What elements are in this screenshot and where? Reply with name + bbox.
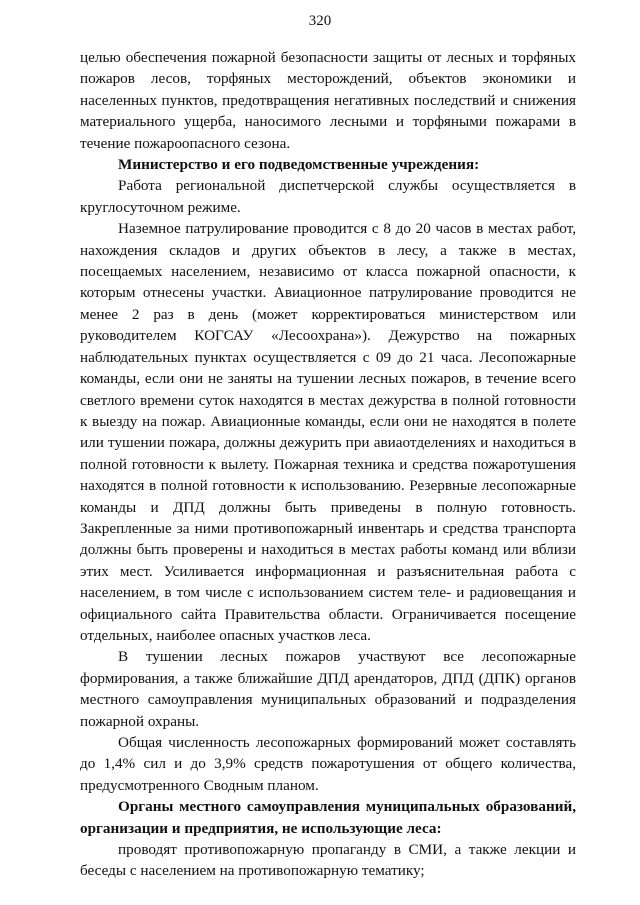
paragraph-firefighting: В тушении лесных пожаров участвуют все лесопожарные формирования, а также ближайшие ДПД арендаторов, ДПД (ДПК) органов местного самоуправления муниципальных образований и подразделения пожарной охраны. bbox=[80, 648, 576, 730]
paragraph-strength: Общая численность лесопожарных формирований может составлять до 1,4% сил и до 3,9% средств пожаротушения от общего количества, предусмотренного Сводным планом. bbox=[80, 734, 576, 794]
section-heading-local-authorities: Органы местного самоуправления муниципальных образований, организации и предприятия, не использующие леса: bbox=[80, 798, 576, 837]
paragraph-intro: целью обеспечения пожарной безопасности защиты от лесных и торфяных пожаров лесов, торфяных месторождений, объектов экономики и населенных пунктов, предотвращения негативных последствий и снижения материального ущерба, наносимого лесными и торфяными пожарами в течение пожароопасного сезона. bbox=[80, 49, 576, 152]
paragraph-propaganda: проводят противопожарную пропаганду в СМИ, а также лекции и беседы с населением на противопожарную тематику; bbox=[80, 841, 576, 880]
section-heading-ministry: Министерство и его подведомственные учреждения: bbox=[118, 156, 480, 174]
paragraph-dispatch: Работа региональной диспетчерской службы осуществляется в круглосуточном режиме. bbox=[80, 177, 576, 216]
page-number: 320 bbox=[308, 13, 332, 29]
document-body bbox=[80, 47, 576, 882]
paragraph-patrol: Наземное патрулирование проводится с 8 до 20 часов в местах работ, нахождения складов и других объектов в лесу, а также в местах, посещаемых населением, независимо от класса пожарной опасности, к которым отнесены участки. Авиационное патрулирование проводится не менее 2 раз в день (может корректироваться министерством или руководителем КОГСАУ «Лесоохрана»). Дежурство на пожарных наблюдательных пунктах осуществляется с 09 до 21 часа. Лесопожарные команды, если они не заняты на тушении лесных пожаров, в течение всего светлого времени суток находятся в местах дежурства в полной готовности к выезду на пожар. Авиационные команды, если они не находятся в полете или тушении пожара, должны дежурить при авиаотделениях и находиться в полной готовности к вылету. Пожарная техника и средства пожаротушения находятся в полной готовности к использованию. Резервные лесопожарные команды и ДПД должны быть приведены в полную готовность. Закрепленные за ними противопожарный инвентарь и средства транспорта должны быть проверены и находиться в местах работы команд или вблизи этих мест. Усиливается информационная и разъяснительная работа с населением, в том числе с использованием систем теле- и радиовещания и официального сайта Правительства области. Ограничивается посещение отдельных, наиболее опасных участков леса. bbox=[80, 220, 576, 644]
